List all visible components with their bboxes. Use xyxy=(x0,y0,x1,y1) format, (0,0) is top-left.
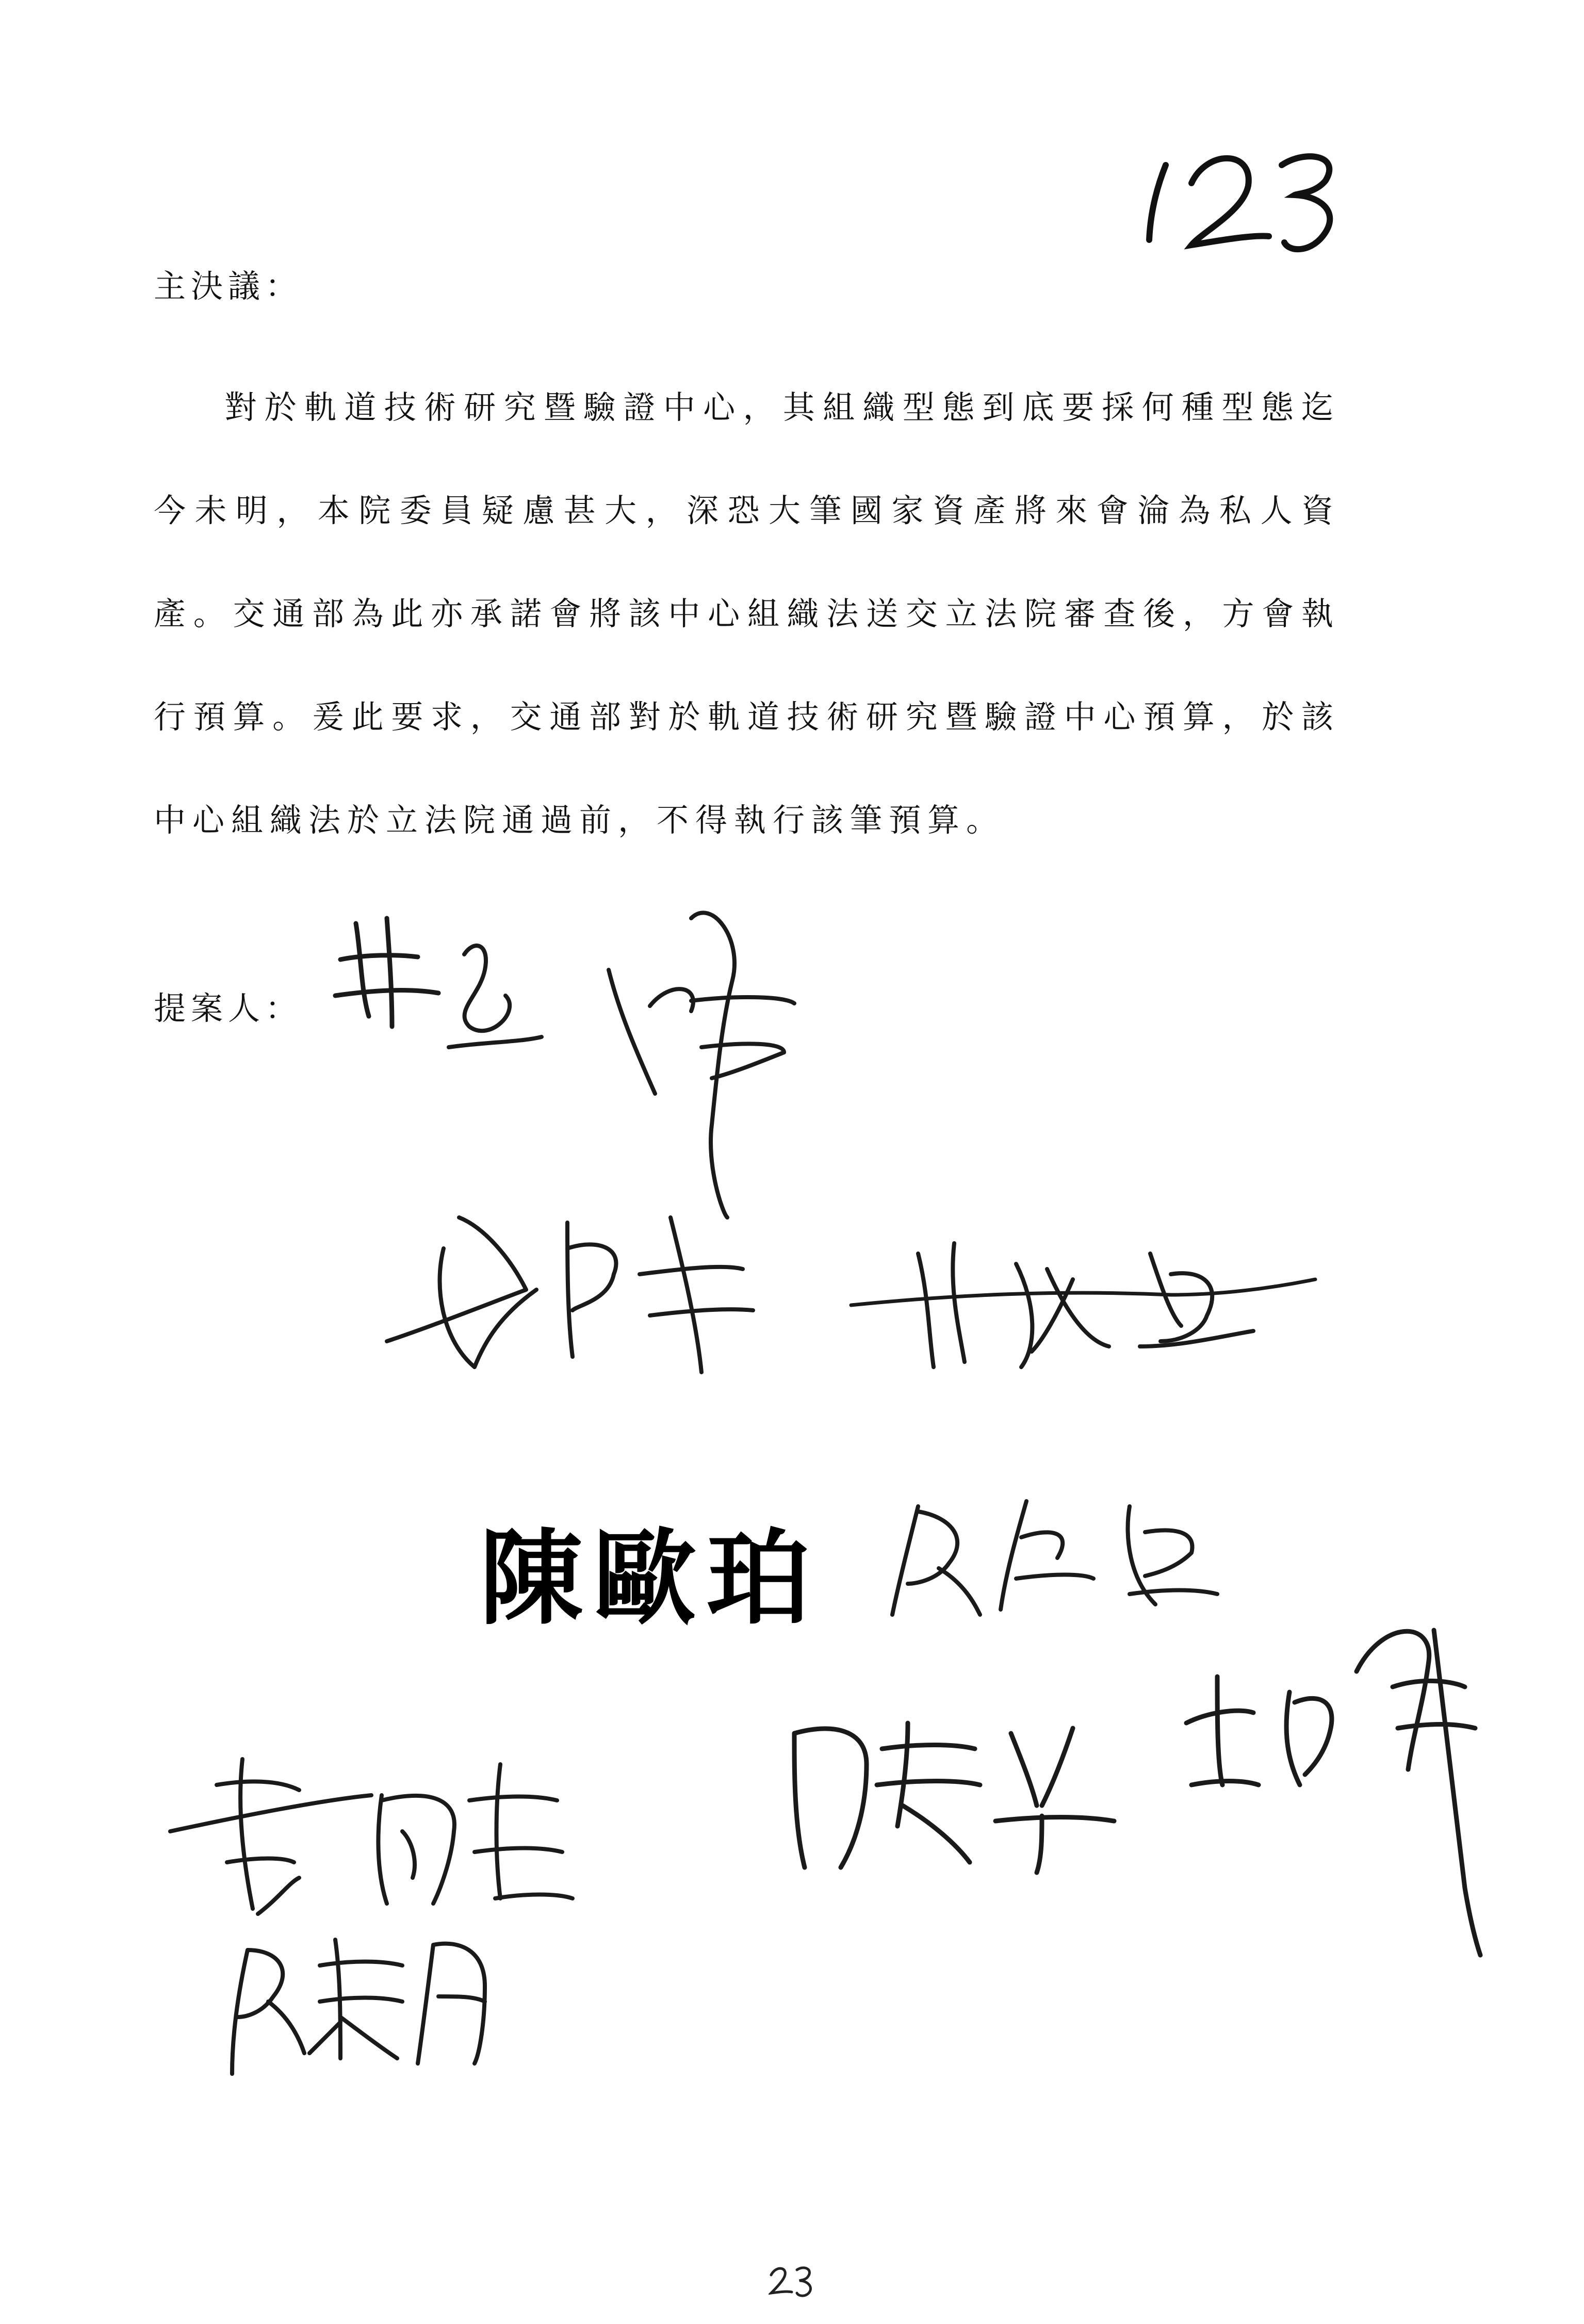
handwritten-number-icon xyxy=(1135,129,1351,263)
signature-3 xyxy=(851,1212,1315,1377)
signature-icon xyxy=(763,1702,1114,1878)
signature-8 xyxy=(217,1919,505,2079)
signature-icon xyxy=(382,1187,836,1393)
resolution-body xyxy=(154,356,1340,872)
signature-icon xyxy=(1176,1599,1496,1960)
resolution-heading: 主決議： xyxy=(154,267,303,305)
resolution-paragraph: 對於軌道技術研究暨驗證中心，其組織型態到底要採何種型態迄今未明，本院委員疑慮甚大，深恐大筆國家資產將來會淪為私人資產。交通部為此亦承諾會將該中心組織法送交立法院審查後，方會執行預算。爰此要求，交通部對於軌道技術研究暨驗證中心預算，於該中心組織法於立法院通過前，不得執行該筆預算。 xyxy=(154,388,1340,839)
signature-icon xyxy=(217,1919,505,2079)
signature-1 xyxy=(320,877,825,1238)
signature-4 xyxy=(887,1486,1222,1620)
page-number xyxy=(769,2262,815,2298)
signature-icon xyxy=(320,877,825,1238)
handwritten-page-number-icon xyxy=(769,2262,815,2298)
signature-icon xyxy=(887,1486,1222,1620)
proposer-label: 提案人： xyxy=(154,989,303,1027)
signature-2 xyxy=(382,1187,836,1393)
stamped-signature: 陳歐珀 xyxy=(480,1519,821,1639)
signature-icon xyxy=(851,1212,1315,1377)
signature-7 xyxy=(1176,1599,1496,1960)
signature-6 xyxy=(763,1702,1114,1878)
handwritten-document-number xyxy=(1135,129,1351,263)
